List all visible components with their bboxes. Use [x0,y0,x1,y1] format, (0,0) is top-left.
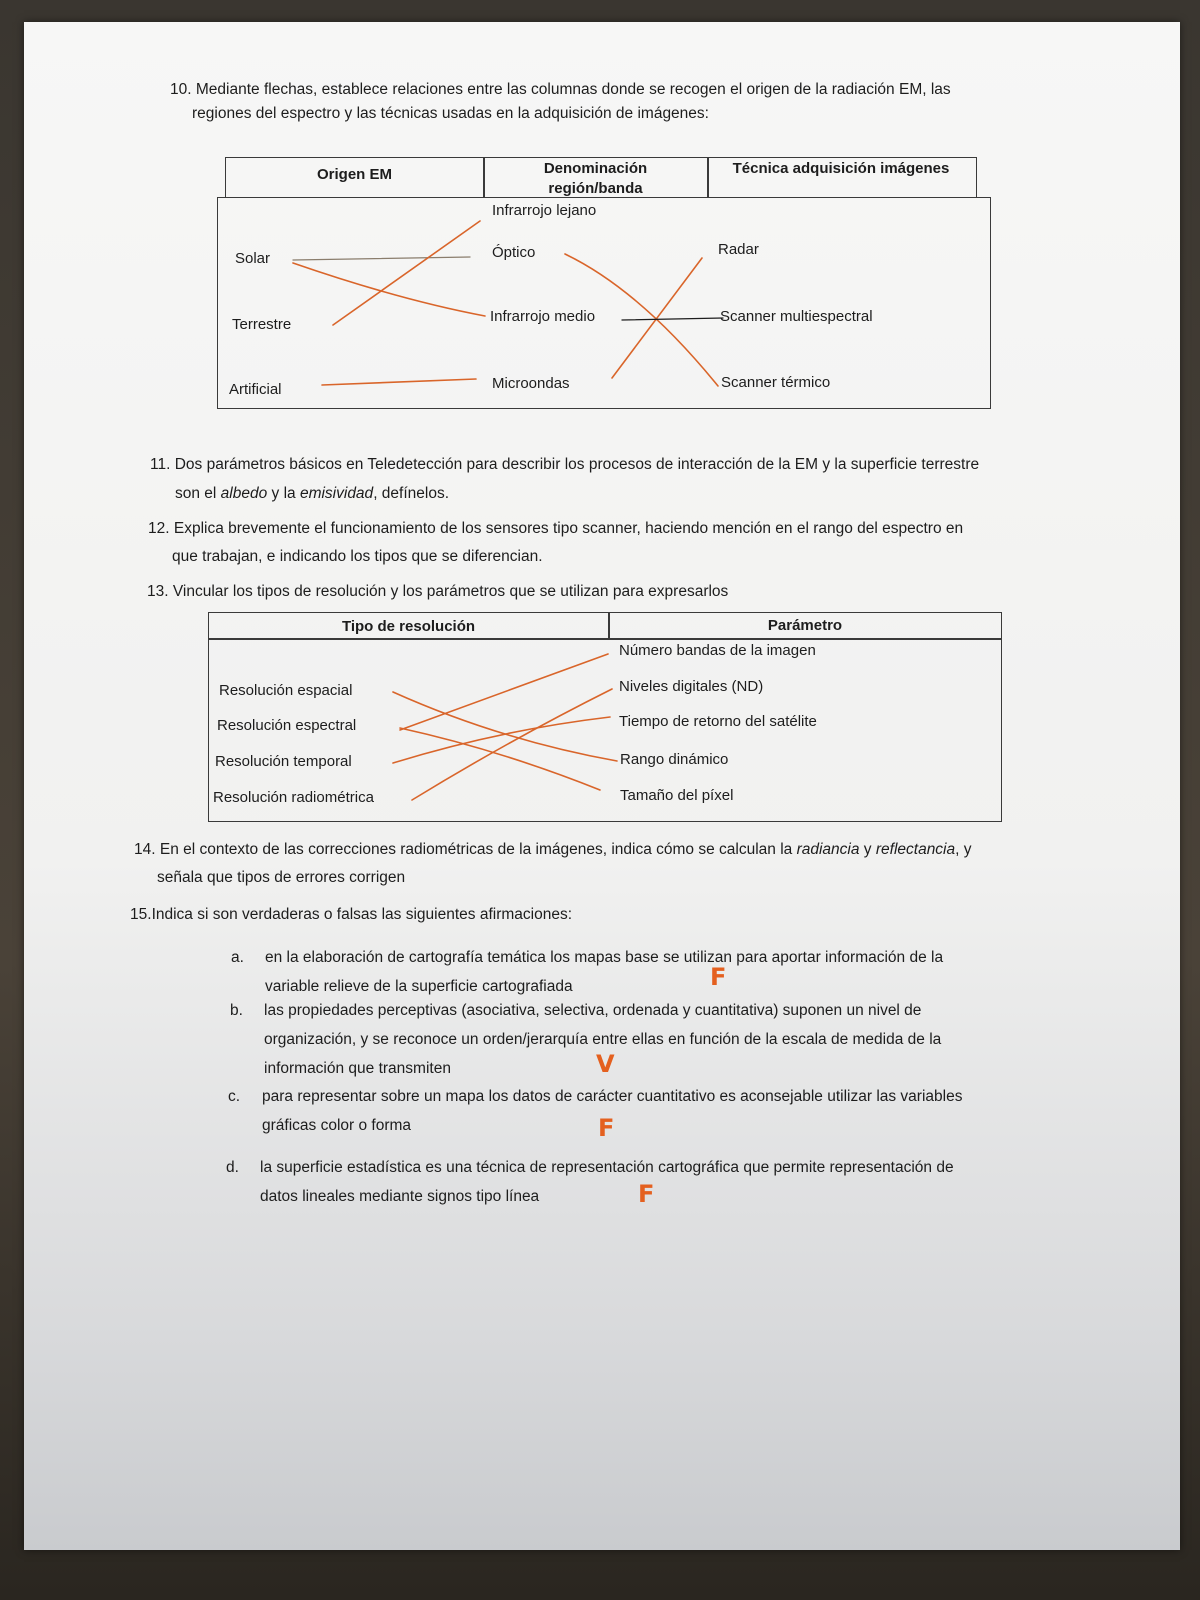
technique-scanner-multiespectral: Scanner multiespectral [720,308,873,325]
q14-radiancia: radiancia [796,841,860,858]
origin-terrestre: Terrestre [232,316,292,333]
q14-l1e: , y [955,841,972,858]
param-tamano-pixel: Tamaño del píxel [620,787,734,804]
q12-text [148,517,963,541]
param-rango-dinamico: Rango dinámico [620,751,729,768]
technique-radar: Radar [718,241,759,258]
type-temporal: Resolución temporal [215,753,352,770]
q15-d-line2: datos lineales mediante signos tipo línea [260,1188,540,1205]
q10-line2: regiones del espectro y las técnicas usadas en la adquisición de imágenes: [192,105,709,122]
param-numero-bandas: Número bandas de la imagen [619,642,816,659]
region-optico: Óptico [492,244,536,261]
origin-solar: Solar [235,250,271,267]
param-niveles-digitales: Niveles digitales (ND) [619,678,764,695]
region-infrarrojo-lejano: Infrarrojo lejano [492,202,597,219]
q11-l2c: y la [267,485,300,502]
param-tiempo-retorno: Tiempo de retorno del satélite [619,713,817,730]
q15-b-line3: información que transmiten [264,1060,451,1077]
q10-number: 10. [170,81,192,98]
q10-header-origin: Origen EM [316,166,392,183]
q15-c-line2: gráficas color o forma [262,1117,412,1134]
q11-l2a: son el [175,485,221,502]
q11-line2 [175,482,449,506]
q15-item-a [231,943,944,1001]
q15-a-line2: variable relieve de la superficie cartografiada [265,978,573,995]
q15-d-letter: d. [226,1159,239,1176]
q13-header-type: Tipo de resolución [341,618,476,635]
q10-text [170,78,951,102]
q15-b-answer: V [596,1050,615,1078]
q15-number: 15. [130,906,152,923]
q11-l2e: , defínelos. [373,485,450,502]
q14-text [134,838,972,862]
q13-header-param: Parámetro [767,617,843,634]
q11-number: 11. [150,456,171,473]
q10-header-region-1: Denominación [543,160,648,177]
type-espectral: Resolución espectral [217,717,357,734]
q15-item-d [226,1153,954,1211]
origin-artificial: Artificial [229,381,282,398]
q14-line2: señala que tipos de errores corrigen [157,869,406,886]
q15-a-answer: F [710,963,727,991]
q15-a-letter: a. [231,949,244,966]
q10-line1: Mediante flechas, establece relaciones entre las columnas donde se recogen el origen de la radiación EM, las [195,81,951,98]
q13-number: 13. [147,583,169,600]
q15-a-line1: en la elaboración de cartografía temática los mapas base se utilizan para aportar información de la [265,949,944,966]
type-radiometrica: Resolución radiométrica [213,789,374,806]
q15-d-answer: F [638,1180,655,1208]
q12-line2: que trabajan, e indicando los tipos que se diferencian. [172,548,543,565]
q15-b-line2: organización, y se reconoce un orden/jerarquía entre ellas en función de la escala de medida de la [264,1031,942,1048]
q10-header-region-2: región/banda [548,180,643,197]
q15-d-line1: la superficie estadística es una técnica de representación cartográfica que permite representación de [260,1159,954,1176]
q15-b-line1: las propiedades perceptivas (asociativa, selectiva, ordenada y cuantitativa) suponen un nivel de [264,1002,922,1019]
q14-reflectancia: reflectancia [875,841,956,858]
q15-c-line1: para representar sobre un mapa los datos de carácter cuantitativo es aconsejable utilizar las variables [262,1088,963,1105]
q15-text [130,903,572,927]
technique-scanner-termico: Scanner térmico [721,374,831,391]
q12-number: 12. [148,520,170,537]
type-espacial: Resolución espacial [219,682,353,699]
q15-line1: Indica si son verdaderas o falsas las siguientes afirmaciones: [151,906,572,923]
q11-line1: Dos parámetros básicos en Teledetección para describir los procesos de interacción de la EM y la superficie terrestre [174,456,980,473]
q15-c-answer: F [598,1114,615,1142]
q15-b-letter: b. [230,1002,243,1019]
q14-l1a: En el contexto de las correcciones radiométricas de la imágenes, indica cómo se calculan la [159,841,797,858]
q11-albedo: albedo [220,485,268,502]
q15-c-letter: c. [228,1088,241,1105]
q10-header-technique: Técnica adquisición imágenes [732,160,950,177]
q12-line1: Explica brevemente el funcionamiento de los sensores tipo scanner, haciendo mención en el rango del espectro en [173,520,964,537]
q11-emisividad: emisividad [299,485,374,502]
q13-line1: Vincular los tipos de resolución y los parámetros que se utilizan para expresarlos [172,583,729,600]
q14-l1c: y [859,841,876,858]
region-microondas: Microondas [492,375,570,392]
q14-number: 14. [134,841,156,858]
q13-text [147,580,728,604]
region-infrarrojo-medio: Infrarrojo medio [490,308,596,325]
q11-text [150,453,979,477]
